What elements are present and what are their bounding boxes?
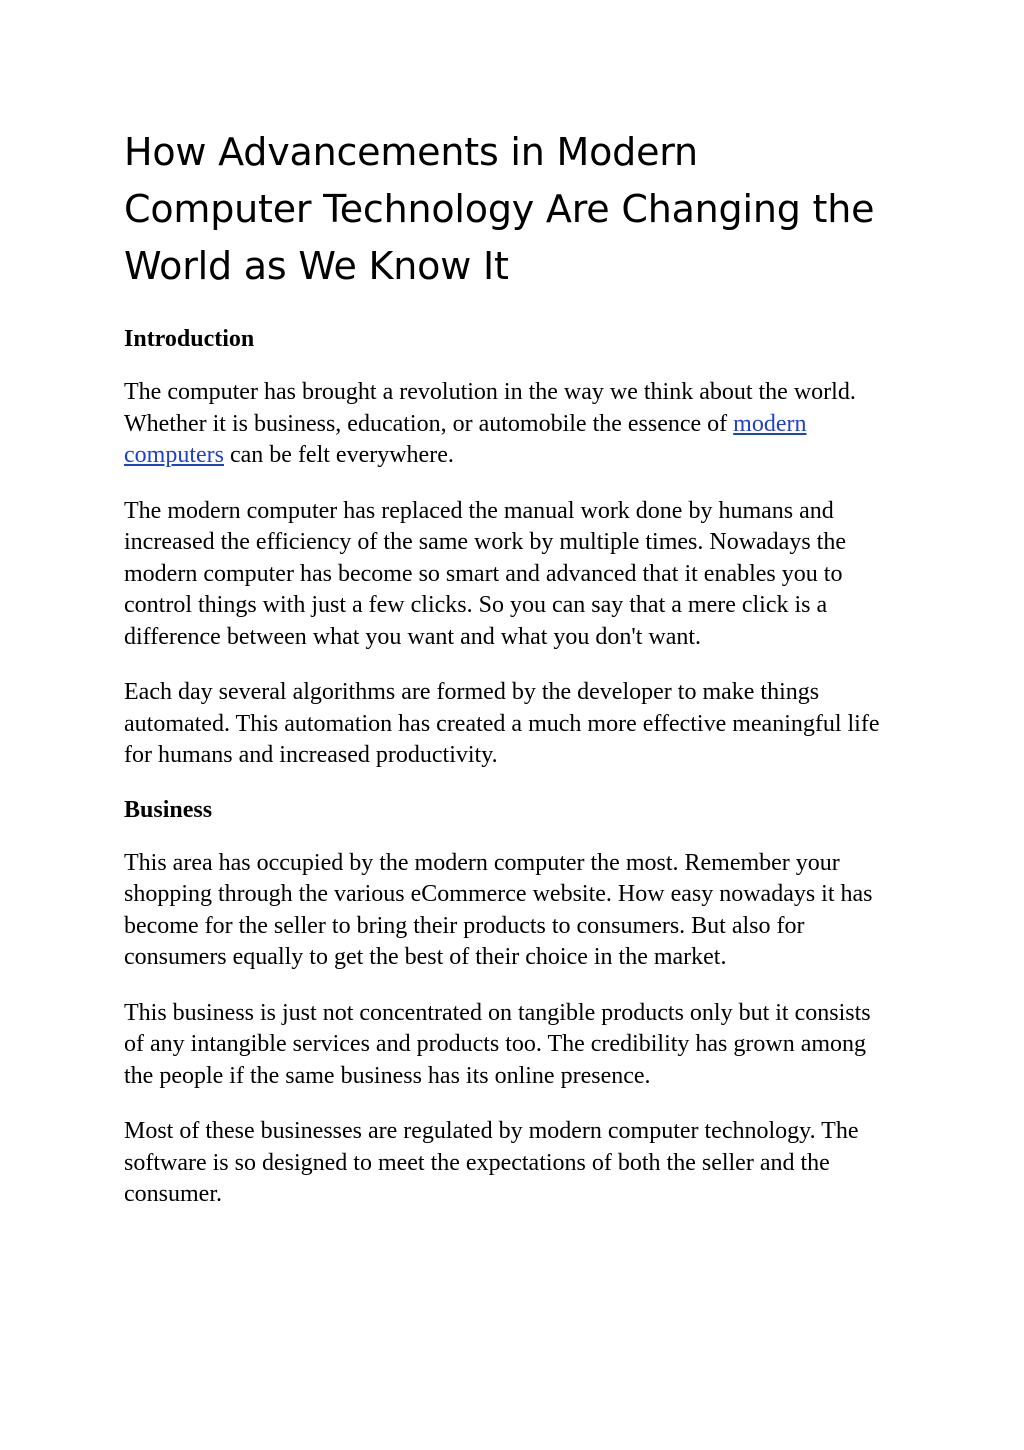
intro-paragraph-2: The modern computer has replaced the manual work done by humans and increased the efficiency of the same work by multiple times. Nowadays the modern computer has become so smart and advanced that it enables you to control things with just a few clicks. So you can say that a mere click is a difference between what you want and what you don't want. [124,497,846,650]
business-paragraph-2: This business is just not concentrated on tangible products only but it consists of any intangible services and products too. The credibility has grown among the people if the same business has its online presence. [124,999,871,1089]
intro-paragraph-1-text-after: can be felt everywhere. [223,442,454,468]
intro-paragraph-1-text-before: The computer has brought a revolution in the way we think about the world. Whether it is business, education, or automobile the essence of [124,379,856,437]
business-paragraph-3: Most of these businesses are regulated by modern computer technology. The software is so designed to meet the expectations of both the seller and the consumer. [124,1118,859,1207]
modern-computers-link[interactable]: modern computers [124,410,807,468]
intro-paragraph-3: Each day several algorithms are formed by the developer to make things automated. This automation has created a much more effective meaningful life for humans and increased productivity. [124,679,880,768]
intro-paragraph-1 [124,377,894,472]
section-heading-introduction: Introduction [124,326,255,352]
document-title: How Advancements in Modern Computer Technology Are Changing the World as We Know It [124,130,875,288]
section-heading-business: Business [124,796,213,823]
document-page [124,124,894,1211]
business-paragraph-1: This area has occupied by the modern computer the most. Remember your shopping through the various eCommerce website. How easy nowadays it has become for the seller to bring their products to consumers. But also for consumers equally to get the best of their choice in the market. [124,849,873,970]
